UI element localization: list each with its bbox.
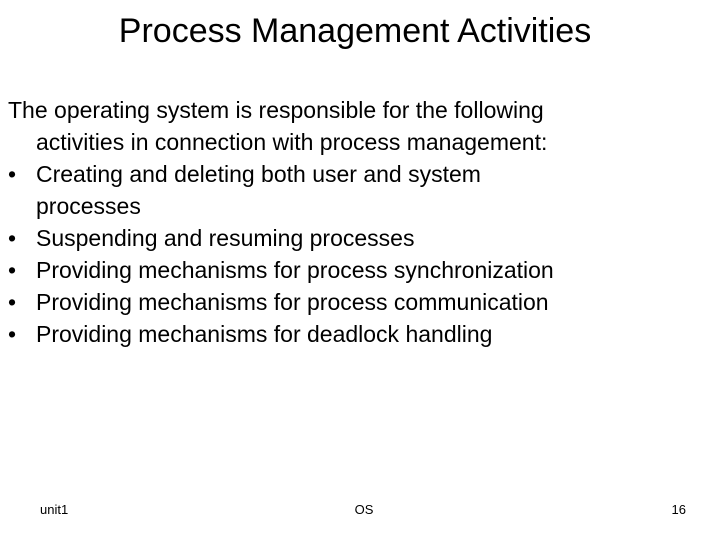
bullet-text: Creating and deleting both user and system — [36, 161, 481, 187]
footer-page-number: 16 — [671, 502, 686, 517]
slide-title — [0, 10, 728, 52]
bullet-text: Suspending and resuming processes — [36, 225, 415, 251]
bullet-item — [8, 158, 724, 222]
bullet-text-continued: processes — [36, 193, 141, 219]
intro-paragraph — [8, 94, 724, 158]
bullet-text: Providing mechanisms for deadlock handling — [36, 321, 493, 347]
bullet-dot: • — [8, 289, 17, 315]
bullet-item — [8, 318, 724, 350]
bullet-list — [8, 158, 724, 350]
bullet-item — [8, 222, 724, 254]
bullet-dot: • — [8, 161, 17, 187]
intro-line-1: The operating system is responsible for the following — [8, 97, 544, 123]
bullet-item — [8, 286, 724, 318]
footer-course-label: OS — [354, 502, 374, 517]
bullet-dot: • — [8, 225, 17, 251]
bullet-dot: • — [8, 321, 17, 347]
slide-body — [8, 94, 724, 350]
bullet-dot: • — [8, 257, 17, 283]
slide-title-text: Process Management Activities — [118, 12, 592, 50]
intro-line-2: activities in connection with process management: — [36, 129, 548, 155]
bullet-text: Providing mechanisms for process communication — [36, 289, 549, 315]
footer-unit-label: unit1 — [40, 502, 69, 517]
bullet-item — [8, 254, 724, 286]
bullet-text: Providing mechanisms for process synchronization — [36, 257, 554, 283]
